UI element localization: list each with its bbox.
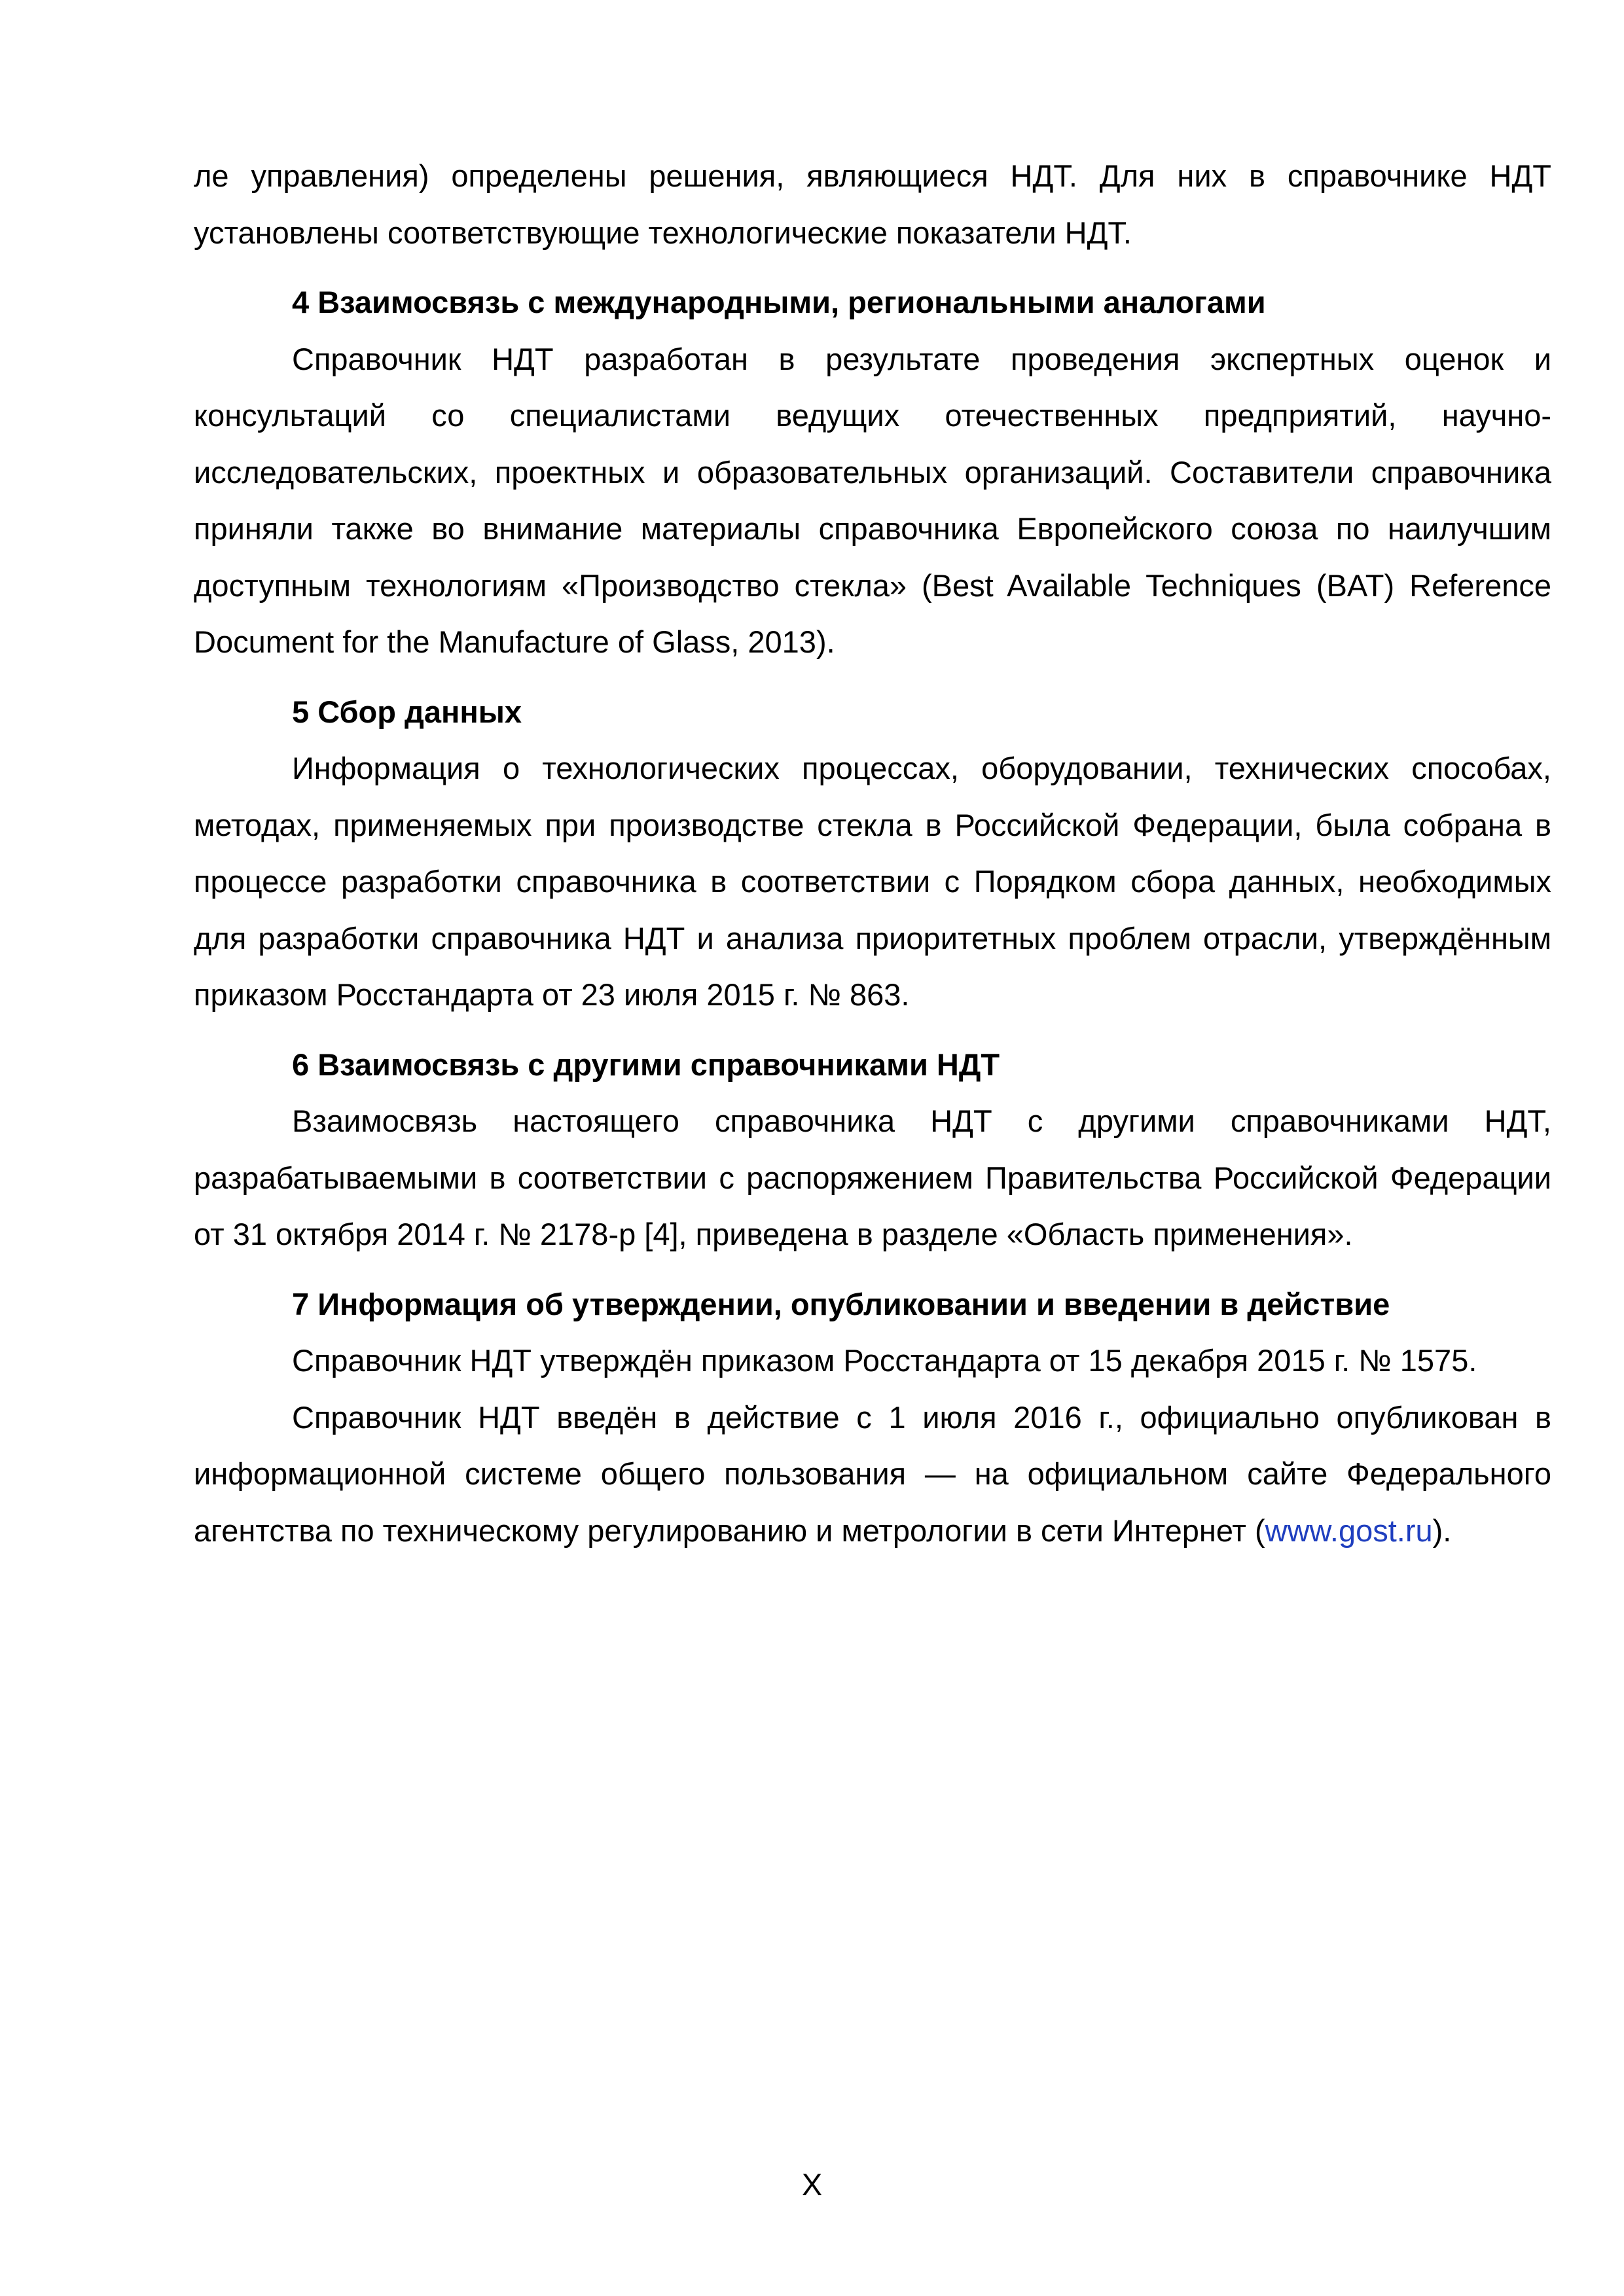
section-6-paragraph: Взаимосвязь настоящего справочника НДТ с другими справочниками НДТ, разрабатываемыми в соответствии с распоряжением Правительства Российской Федерации от 31 октября 2014 г. № 2178-р [4], приведена в разделе «Область применения». — [194, 1103, 1551, 1251]
section-6-heading: 6 Взаимосвязь с другими справочниками НДТ — [292, 1047, 1000, 1082]
document-body — [194, 148, 1551, 1559]
section-7-paragraph-2-end: ). — [1432, 1513, 1452, 1548]
section-4-heading: 4 Взаимосвязь с международными, региональными аналогами — [292, 285, 1266, 319]
section-5-paragraph: Информация о технологических процессах, оборудовании, технических способах, методах, применяемых при производстве стекла в Российской Федерации, была собрана в процессе разработки справочника в соответствии с Порядком сбора данных, необходимых для разработки справочника НДТ и анализа приоритетных проблем отрасли, утверждённым приказом Росстандарта от 23 июля 2015 г. № 863. — [194, 751, 1551, 1012]
section-7-heading: 7 Информация об утверждении, опубликовании и введении в действие — [292, 1286, 1390, 1321]
section-7-paragraph-2-text: Справочник НДТ введён в действие с 1 июля 2016 г., официально опубликован в информационной системе общего пользования — на официальном сайте Федерального агентства по техническому регулированию и метрологии в сети Интернет ( — [194, 1399, 1551, 1548]
intro-paragraph: ле управления) определены решения, являющиеся НДТ. Для них в справочнике НДТ установлены соответствующие технологические показатели НДТ. — [194, 158, 1551, 250]
section-5-heading: 5 Сбор данных — [292, 694, 522, 729]
section-7-paragraph-2 — [194, 1390, 1551, 1560]
section-4-paragraph: Справочник НДТ разработан в результате проведения экспертных оценок и консультаций со специалистами ведущих отечественных предприятий, научно-исследовательских, проектных и образовательных организаций. Составители справочника приняли также во внимание материалы справочника Европейского союза по наилучшим доступным технологиям «Производство стекла» (Best Available Techniques (BAT) Reference Document for the Manufacture of Glass, 2013). — [194, 341, 1551, 659]
page-number: X — [801, 2167, 823, 2202]
section-7-paragraph-1: Справочник НДТ утверждён приказом Росстандарта от 15 декабря 2015 г. № 1575. — [292, 1343, 1477, 1378]
gost-website-link[interactable]: www.gost.ru — [1265, 1513, 1433, 1548]
